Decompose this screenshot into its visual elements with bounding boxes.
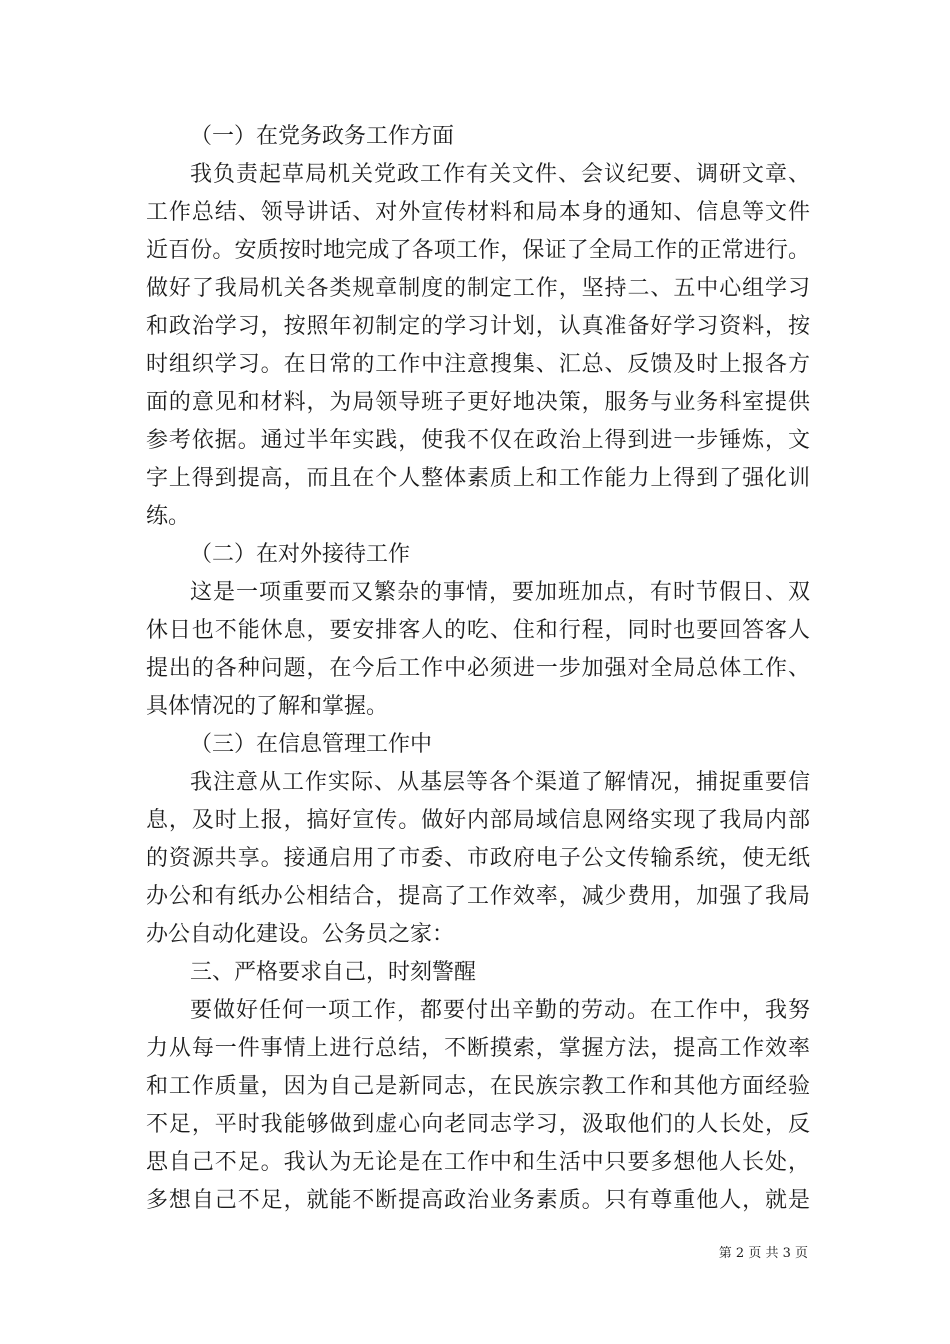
paragraph-line: 工作总结、领导讲话、对外宣传材料和局本身的通知、信息等文件: [146, 200, 810, 225]
paragraph-line: 思自己不足。我认为无论是在工作中和生活中只要多想他人长处，: [146, 1150, 810, 1175]
document-body: [146, 118, 810, 1220]
section-heading-1: （一）在党务政务工作方面: [190, 124, 455, 149]
paragraph-line: 字上得到提高，而且在个人整体素质上和工作能力上得到了强化训: [146, 466, 810, 491]
paragraph-line: 面的意见和材料，为局领导班子更好地决策，服务与业务科室提供: [146, 390, 810, 415]
section-2-paragraph: [146, 574, 810, 726]
paragraph-line: 和工作质量，因为自己是新同志，在民族宗教工作和其他方面经验: [146, 1074, 810, 1099]
paragraph-line: 这是一项重要而又繁杂的事情，要加班加点，有时节假日、双: [190, 580, 810, 605]
paragraph-line: 的资源共享。接通启用了市委、市政府电子公文传输系统，使无纸: [146, 846, 810, 871]
paragraph-line: 力从每一件事情上进行总结，不断摸索，掌握方法，提高工作效率: [146, 1036, 810, 1061]
paragraph-line: 提出的各种问题，在今后工作中必须进一步加强对全局总体工作、: [146, 656, 810, 681]
paragraph-line: 练。: [146, 504, 191, 529]
section-4-paragraph: [146, 992, 810, 1220]
paragraph-line: 和政治学习，按照年初制定的学习计划，认真准备好学习资料，按: [146, 314, 810, 339]
paragraph-line: 具体情况的了解和掌握。: [146, 694, 389, 719]
section-1-paragraph: [146, 156, 810, 536]
paragraph-line: 休日也不能休息，要安排客人的吃、住和行程，同时也要回答客人: [146, 618, 810, 643]
paragraph-line: 多想自己不足，就能不断提高政治业务素质。只有尊重他人，就是: [146, 1188, 810, 1213]
paragraph-line: 息，及时上报，搞好宣传。做好内部局域信息网络实现了我局内部: [146, 808, 810, 833]
section-heading-3: （三）在信息管理工作中: [190, 732, 433, 757]
paragraph-line: 我负责起草局机关党政工作有关文件、会议纪要、调研文章、: [190, 162, 810, 187]
paragraph-line: 我注意从工作实际、从基层等各个渠道了解情况，捕捉重要信: [190, 770, 810, 795]
paragraph-line: 办公和有纸办公相结合，提高了工作效率，减少费用，加强了我局: [146, 884, 810, 909]
section-heading-4: 三、严格要求自己，时刻警醒: [190, 960, 477, 985]
paragraph-line: 参考依据。通过半年实践，使我不仅在政治上得到进一步锤炼，文: [146, 428, 810, 453]
paragraph-line: 做好了我局机关各类规章制度的制定工作，坚持二、五中心组学习: [146, 276, 810, 301]
paragraph-line: 不足，平时我能够做到虚心向老同志学习，汲取他们的人长处，反: [146, 1112, 810, 1137]
paragraph-line: 办公自动化建设。公务员之家：: [146, 922, 455, 947]
paragraph-line: 要做好任何一项工作，都要付出辛勤的劳动。在工作中，我努: [190, 998, 810, 1023]
page-number: 第 2 页 共 3 页: [718, 1246, 808, 1261]
paragraph-line: 时组织学习。在日常的工作中注意搜集、汇总、反馈及时上报各方: [146, 352, 810, 377]
section-3-paragraph: [146, 764, 810, 954]
section-heading-2: （二）在对外接待工作: [190, 542, 411, 567]
paragraph-line: 近百份。安质按时地完成了各项工作，保证了全局工作的正常进行。: [146, 238, 810, 263]
